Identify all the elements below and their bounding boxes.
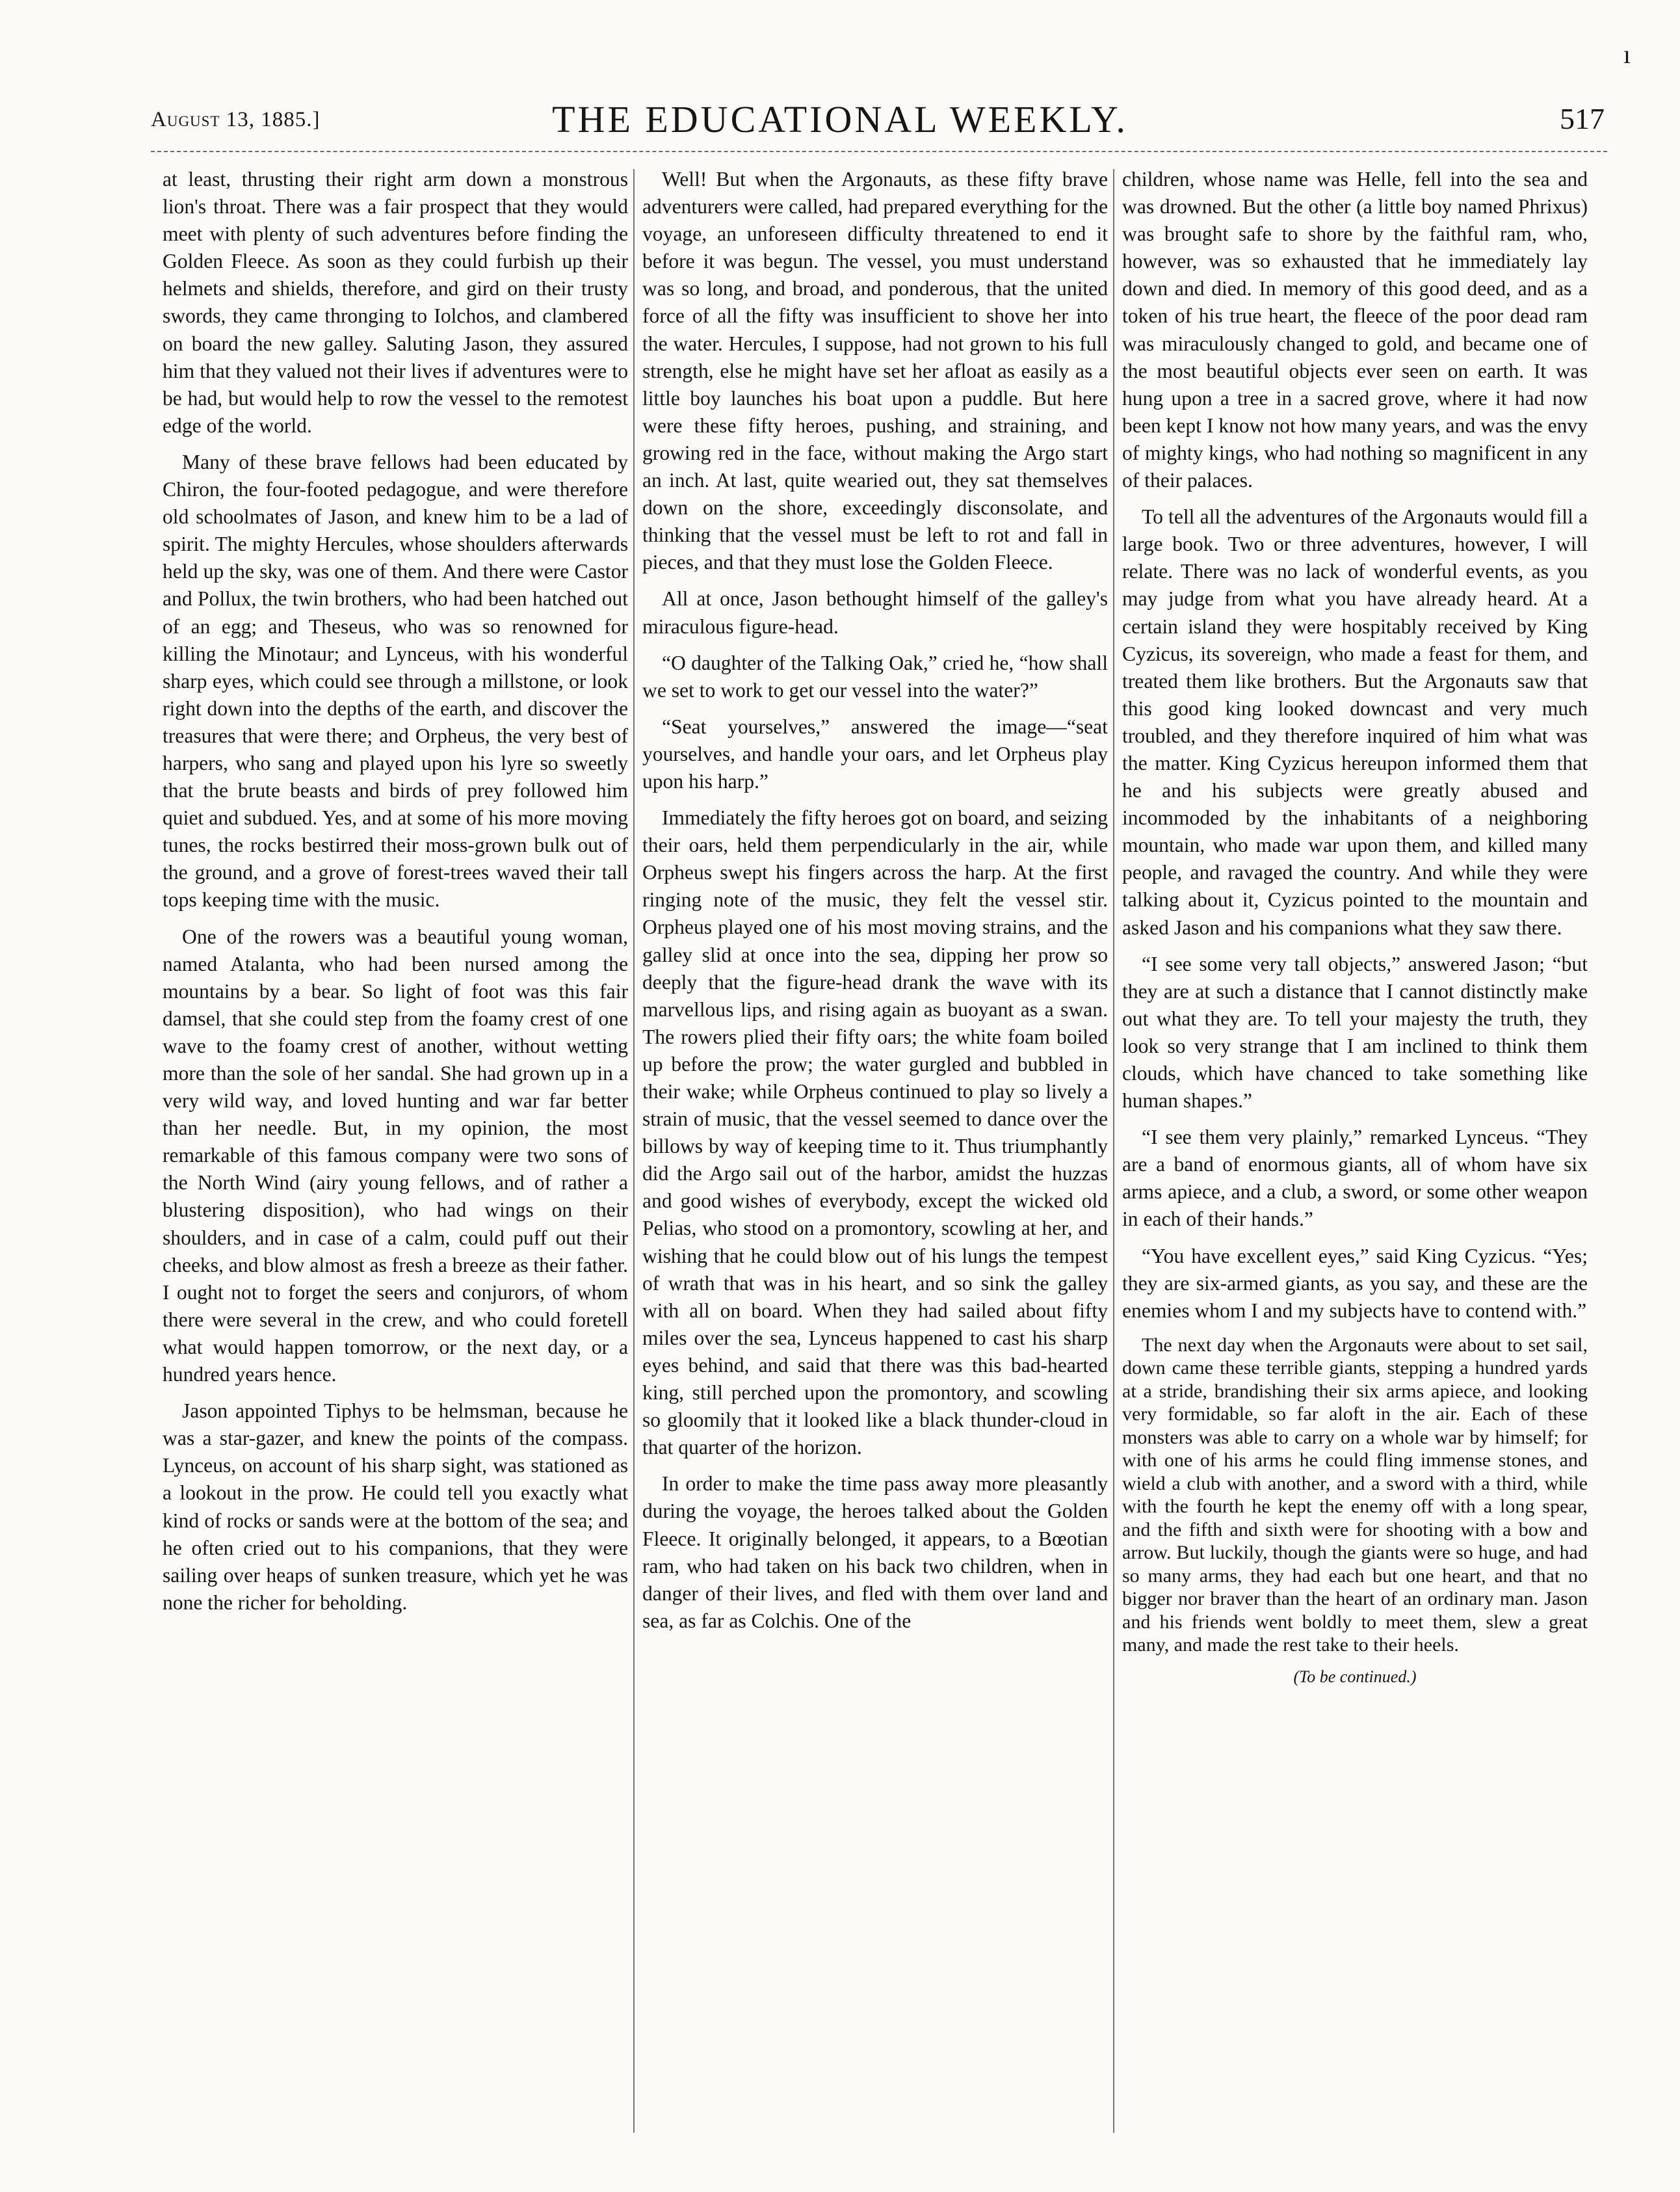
paragraph: at least, thrusting their right arm down a monstrous lion's throat. There was a fair prospect that they would meet with plenty of such adventures before finding the Golden Fleece. As soon as they could furbish up their helmets and shields, therefore, and gird on their trusty swords, they came thronging to Iolchos, and clambered on board the new galley. Saluting Jason, they assured him that they valued not their lives if adventures were to be had, but would help to row the vessel to the remotest edge of the world. xyxy=(163,168,628,437)
page-header xyxy=(0,98,1680,143)
paragraph: Many of these brave fellows had been educated by Chiron, the four-footed pedagogue, and were therefore old schoolmates of Jason, and knew him to be a lad of spirit. The mighty Hercules, whose shoulders afterwards held up the sky, was one of them. And there were Castor and Pollux, the twin brothers, who had been hatched out of an egg; and Theseus, who was so renowned for killing the Minotaur; and Lynceus, with his wonderful sharp eyes, which could see through a millstone, or look right down into the depths of the earth, and discover the treasures that were there; and Orpheus, the very best of harpers, who sang and played upon his lyre so sweetly that the brute beasts and birds of prey followed him quiet and subdued. Yes, and at some of his more moving tunes, the rocks bestirred their moss-grown bulk out of the ground, and a grove of forest-trees waved their tall tops keeping time with the music. xyxy=(163,450,628,912)
corner-mark: ı xyxy=(1623,40,1631,69)
text-column-3 xyxy=(1122,166,1588,2143)
paragraph: “O daughter of the Talking Oak,” cried he, “how shall we set to work to get our vessel into the water?” xyxy=(642,651,1108,702)
paragraph: “I see some very tall objects,” answered Jason; “but they are at such a distance that I cannot distinctly make out what they are. To tell your majesty the truth, they look so very strange that I am inclined to think them clouds, which have chanced to take something like human shapes.” xyxy=(1122,952,1588,1113)
paragraph: Well! But when the Argonauts, as these fifty brave adventurers were called, had prepared everything for the voyage, an unforeseen difficulty threatened to end it before it was begun. The vessel, you must understand was so long, and broad, and ponderous, that the united force of all the fifty was insufficient to shove her into the water. Hercules, I suppose, had not grown to his full strength, else he might have set her afloat as easily as a little boy launches his boat upon a puddle. But here were these fifty heroes, pushing, and straining, and growing red in the face, without making the Argo start an inch. At last, quite wearied out, they sat themselves down on the shore, exceedingly disconsolate, and thinking that the vessel must be left to rot and fall in pieces, and that they must lose the Golden Fleece. xyxy=(642,168,1108,574)
paragraph: In order to make the time pass away more pleasantly during the voyage, the heroes talked about the Golden Fleece. It originally belonged, it appears, to a Bœotian ram, who had taken on his back two children, when in danger of their lives, and fled with them over land and sea, as far as Colchis. One of the xyxy=(642,1472,1108,1632)
paragraph: Immediately the fifty heroes got on board, and seizing their oars, held them perpendicularly in the air, while Orpheus swept his fingers across the harp. At the first ringing note of the music, they felt the vessel stir. Orpheus played one of his most moving strains, and the galley slid at once into the sea, dipping her prow so deeply that the figure-head drank the wave with its marvellous lips, and rising again as buoyant as a swan. The rowers plied their fifty oars; the white foam boiled up before the prow; the water gurgled and bubbled in their wake; while Orpheus continued to play so lively a strain of music, that the vessel seemed to dance over the billows by way of keeping time to it. Thus triumphantly did the Argo sail out of the harbor, amidst the huzzas and good wishes of everybody, except the wicked old Pelias, who stood on a promontory, scowling at her, and wishing that he could blow out of his lungs the tempest of wrath that was in his heart, and so sink the galley with all on board. When they had sailed about fifty miles over the sea, Lynceus happened to cast his sharp eyes behind, and said that there was this bad-hearted king, still perched upon the promontory, and scowling so gloomily that it looked like a black thunder-cloud in that quarter of the horizon. xyxy=(642,806,1108,1459)
paragraph: One of the rowers was a beautiful young woman, named Atalanta, who had been nursed among the mountains by a bear. So light of foot was this fair damsel, that she could step from the foamy crest of one wave to the foamy crest of another, without wetting more than the sole of her sandal. She had grown up in a very wild way, and loved hunting and war far better than her needle. But, in my opinion, the most remarkable of this famous company were two sons of the North Wind (airy young fellows, and of rather a blustering disposition), who had wings on their shoulders, and in case of a calm, could puff out their cheeks, and blow almost as fresh a breeze as their father. I ought not to forget the seers and conjurors, of whom there were several in the crew, and who could foretell what would happen tomorrow, or the next day, or a hundred years hence. xyxy=(163,925,628,1386)
paragraph: Jason appointed Tiphys to be helmsman, because he was a star-gazer, and knew the points of the compass. Lynceus, on account of his sharp sight, was stationed as a lookout in the prow. He could tell you exactly what kind of rocks or sands were at the bottom of the sea; and he often cried out to his companions, that they were sailing over heaps of sunken treasure, which yet he was none the richer for beholding. xyxy=(163,1399,628,1614)
text-column-1 xyxy=(163,166,628,2143)
paragraph: “I see them very plainly,” remarked Lynceus. “They are a band of enormous giants, all of whom have six arms apiece, and a club, a sword, or some other weapon in each of their hands.” xyxy=(1122,1126,1588,1231)
column-divider xyxy=(1113,169,1114,2133)
continuation-note: (To be continued.) xyxy=(1293,1667,1417,1686)
page-number: 517 xyxy=(1560,102,1605,135)
paragraph: All at once, Jason bethought himself of the galley's miraculous figure-head. xyxy=(642,587,1108,638)
issue-date: August 13, 1885.] xyxy=(151,108,321,131)
text-column-2 xyxy=(642,166,1108,2143)
paragraph: “Seat yourselves,” answered the image—“seat yourselves, and handle your oars, and let Orpheus play upon his harp.” xyxy=(642,715,1108,793)
paragraph: children, whose name was Helle, fell into the sea and was drowned. But the other (a little boy named Phrixus) was brought safe to shore by the faithful ram, who, however, was so exhausted that he immediately lay down and died. In memory of this good deed, and as a token of his true heart, the fleece of the poor dead ram was miraculously changed to gold, and became one of the most beautiful objects ever seen on earth. It was hung upon a tree in a sacred grove, where it had now been kept I know not how many years, and was the envy of mighty kings, who had nothing so magnificent in any of their palaces. xyxy=(1122,168,1588,492)
paragraph: “You have excellent eyes,” said King Cyzicus. “Yes; they are six-armed giants, as you say, and these are the enemies whom I and my subjects have to contend with.” xyxy=(1122,1244,1588,1322)
paragraph: To tell all the adventures of the Argonauts would fill a large book. Two or three adventures, however, I will relate. There was no lack of wonderful events, as you may judge from what you have already heard. At a certain island they were hospitably received by King Cyzicus, its sovereign, who made a feast for them, and treated them like brothers. But the Argonauts saw that this good king looked downcast and very much troubled, and they therefore inquired of him what was the matter. King Cyzicus hereupon informed them that he and his subjects were greatly abused and incommoded by the inhabitants of a neighboring mountain, who made war upon them, and killed many people, and ravaged the country. And while they were talking about it, Cyzicus pointed to the mountain and asked Jason and his companions what they saw there. xyxy=(1122,505,1588,939)
journal-title: THE EDUCATIONAL WEEKLY. xyxy=(552,98,1128,140)
header-rule xyxy=(151,151,1607,152)
column-divider xyxy=(633,169,635,2133)
paragraph: The next day when the Argonauts were about to set sail, down came these terrible giants, stepping a hundred yards at a stride, brandishing their six arms apiece, and looking very formidable, so far aloft in the air. Each of these monsters was able to carry on a whole war by himself; for with one of his arms he could fling immense stones, and wield a club with another, and a sword with a third, while with the fourth he kept the enemy off with a long spear, and the fifth and sixth were for shooting with a bow and arrow. But luckily, though the giants were so huge, and had so many arms, they had each but one heart, and that no bigger nor braver than the heart of an ordinary man. Jason and his friends went boldly to meet them, slew a great many, and made the rest take to their heels. xyxy=(1122,1334,1588,1656)
